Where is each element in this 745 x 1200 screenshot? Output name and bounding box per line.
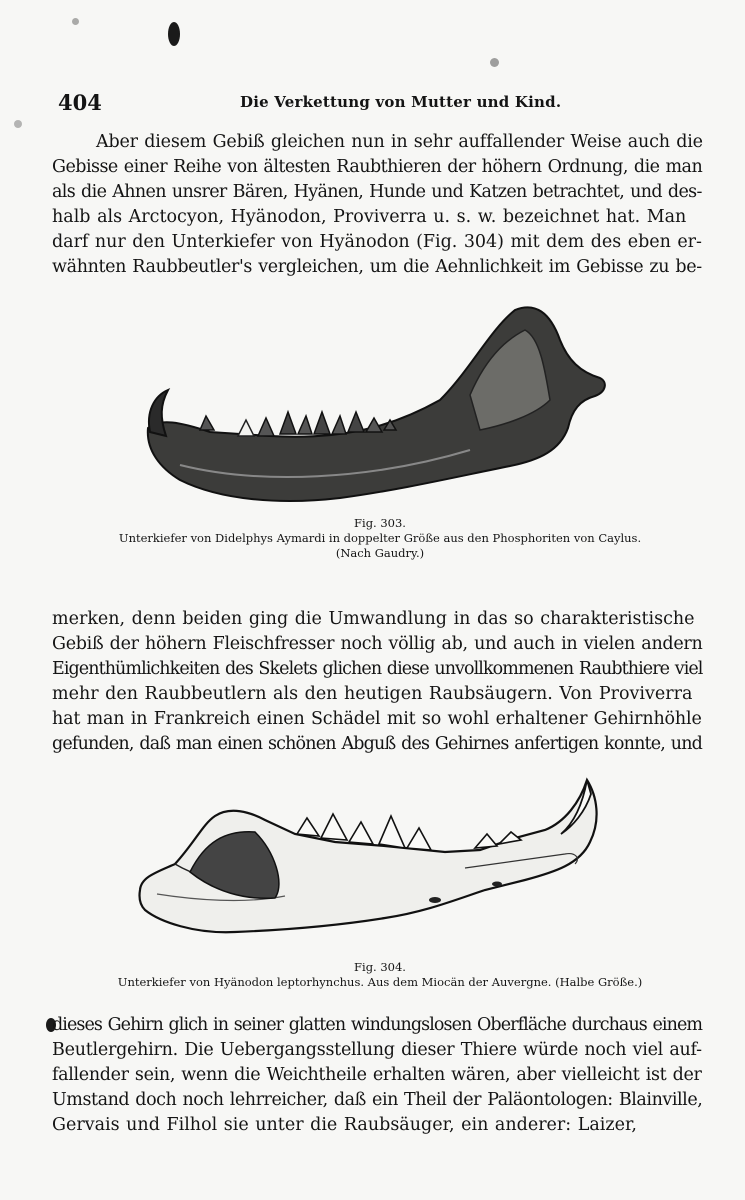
caption-text: Unterkiefer von Didelphys Aymardi in doppelter Größe aus den Phosphoriten von Caylus. <box>118 531 642 545</box>
text-line: darf nur den Unterkiefer von Hyänodon (Fig. 304) mit dem des eben er- <box>52 232 702 252</box>
figure-303-jaw-illustration <box>140 300 610 515</box>
text-line: gefunden, daß man einen schönen Abguß des Gehirnes anfertigen konnte, und <box>52 734 703 754</box>
text-line: mehr den Raubbeutlern als den heutigen Raubsäugern. Von Proviverra <box>52 684 693 704</box>
text-line: Gebisse einer Reihe von ältesten Raubthieren der höhern Ordnung, die man <box>52 157 703 177</box>
caption-credit: (Nach Gaudry.) <box>335 546 425 560</box>
text-line: dieses Gehirn glich in seiner glatten windungslosen Oberfläche durchaus einem <box>52 1015 703 1035</box>
text-line: Umstand doch noch lehrreicher, daß ein Theil der Paläontologen: Blainville, <box>52 1090 703 1110</box>
running-title: Die Verkettung von Mutter und Kind. <box>240 93 562 111</box>
figure-303-caption <box>60 516 700 561</box>
figure-number: Fig. 304. <box>354 960 406 974</box>
figure-304-caption <box>60 960 700 990</box>
text-line: Gervais und Filhol sie unter die Raubsäuger, ein anderer: Laizer, <box>52 1115 637 1135</box>
figure-304-jaw-illustration <box>135 772 605 947</box>
text-line: Eigenthümlichkeiten des Skelets glichen diese unvollkommenen Raubthiere viel <box>52 659 703 679</box>
text-line: wähnten Raubbeutler's vergleichen, um die Aehnlichkeit im Gebisse zu be- <box>52 257 702 277</box>
text-line: Aber diesem Gebiß gleichen nun in sehr auffallender Weise auch die <box>96 132 703 152</box>
paragraph-1 <box>52 130 702 280</box>
text-line: hat man in Frankreich einen Schädel mit so wohl erhaltener Gehirnhöhle <box>52 709 702 729</box>
ink-spot <box>490 58 499 67</box>
paragraph-3 <box>52 1013 702 1138</box>
ink-spot <box>14 120 22 128</box>
text-line: Gebiß der höhern Fleischfresser noch völlig ab, und auch in vielen andern <box>52 634 703 654</box>
text-line: Beutlergehirn. Die Uebergangsstellung dieser Thiere würde noch viel auf- <box>52 1040 702 1060</box>
text-line: fallender sein, wenn die Weichtheile erhalten wären, aber vielleicht ist der <box>52 1065 702 1085</box>
text-line: merken, denn beiden ging die Umwandlung in das so charakteristische <box>52 609 695 629</box>
text-line: als die Ahnen unsrer Bären, Hyänen, Hunde und Katzen betrachtet, und des- <box>52 182 702 202</box>
ink-spot <box>168 22 180 46</box>
ink-spot <box>72 18 79 25</box>
caption-text: Unterkiefer von Hyänodon leptorhynchus. Aus dem Miocän der Auvergne. (Halbe Größe.) <box>117 975 643 989</box>
page-number: 404 <box>58 90 102 115</box>
paragraph-2 <box>52 607 702 757</box>
figure-number: Fig. 303. <box>354 516 406 530</box>
page-header <box>58 90 708 116</box>
text-line: halb als Arctocyon, Hyänodon, Proviverra u. s. w. bezeichnet hat. Man <box>52 207 687 227</box>
